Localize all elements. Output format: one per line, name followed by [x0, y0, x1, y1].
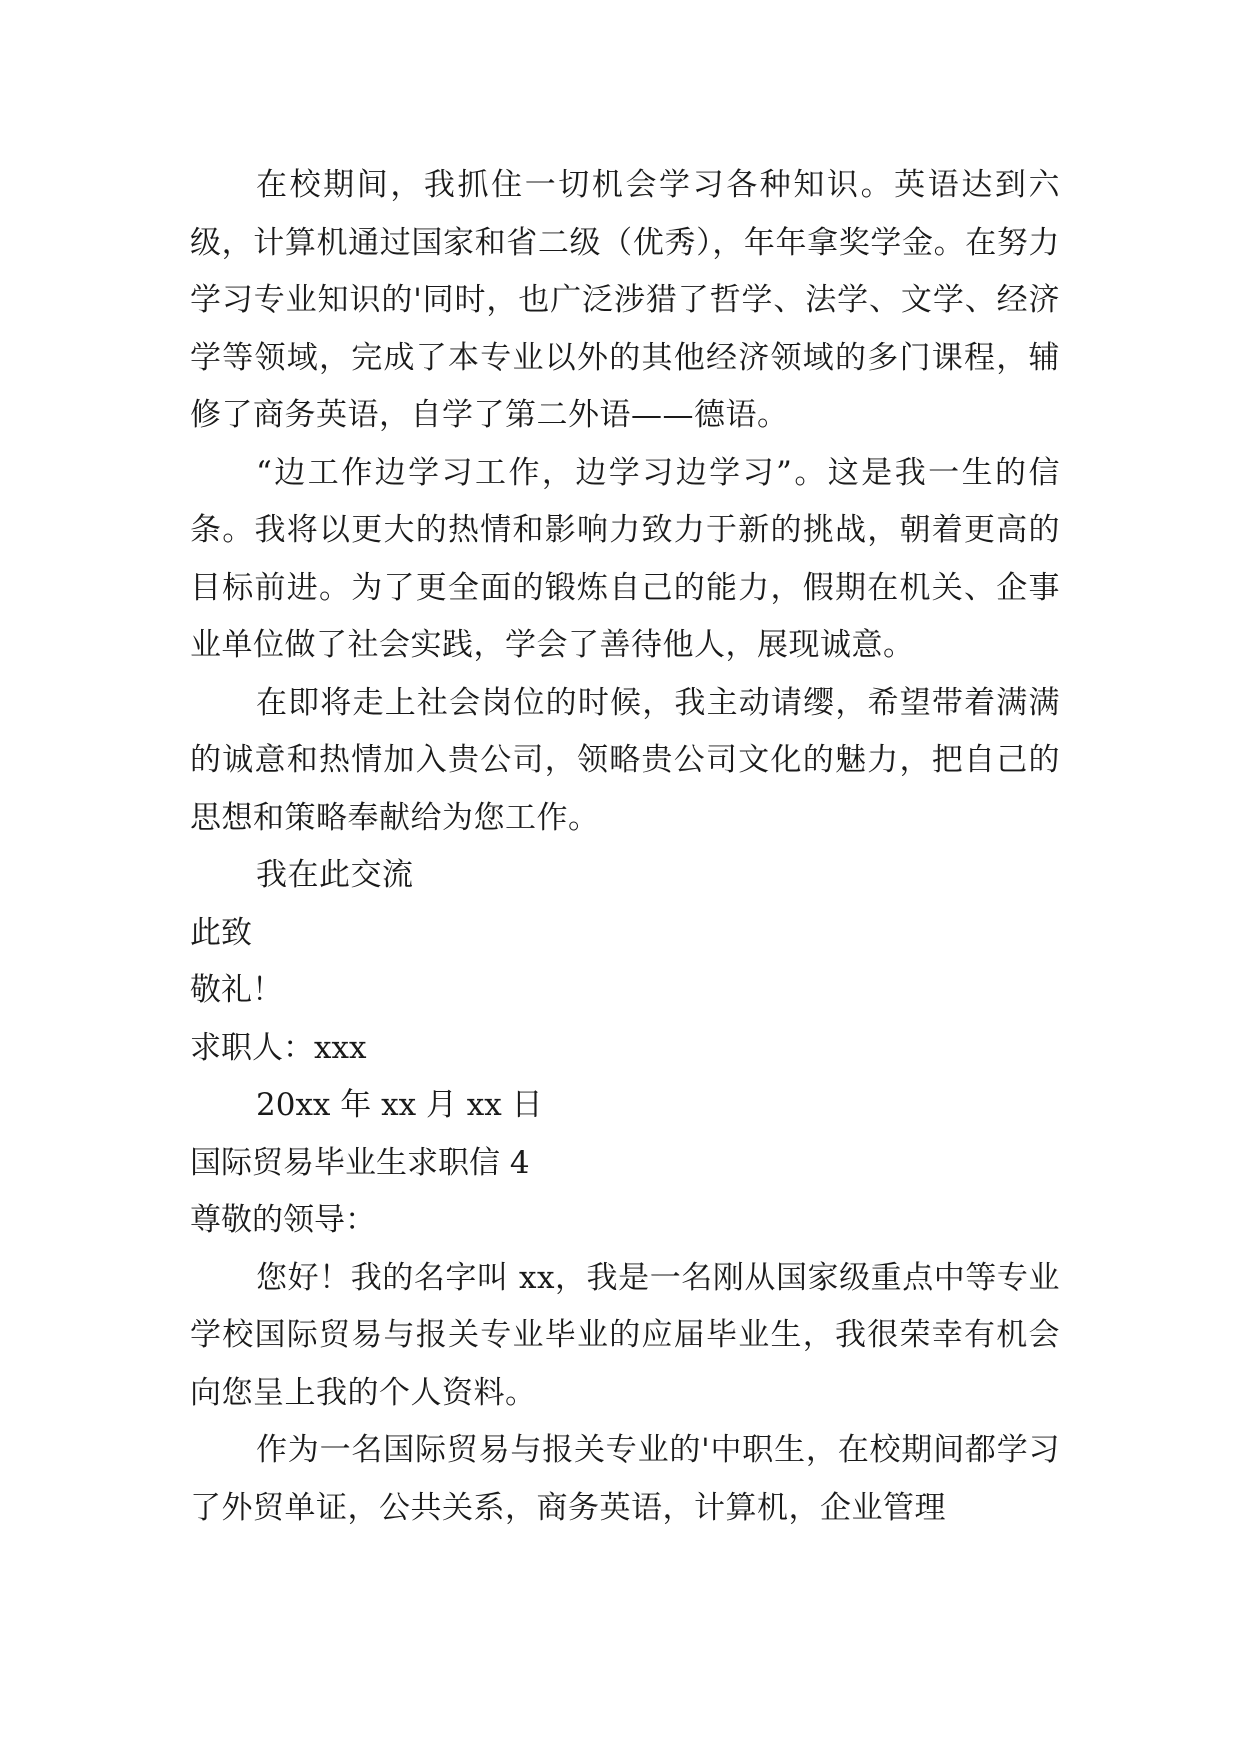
document-body: [190, 157, 1060, 1537]
letter-title: 国际贸易毕业生求职信 4: [190, 1144, 530, 1181]
paragraph-application: 在即将走上社会岗位的时候，我主动请缨，希望带着满满的诚意和热情加入贵公司，领略贵公司文化的魅力，把自己的思想和策略奉献给为您工作。: [190, 684, 1060, 836]
paragraph-study: 在校期间，我抓住一切机会学习各种知识。英语达到六级，计算机通过国家和省二级（优秀），年年拿奖学金。在努力学习专业知识的'同时，也广泛涉猎了哲学、法学、文学、经济学等领域，完成了本专业以外的其他经济领域的多门课程，辅修了商务英语，自学了第二外语——德语。: [190, 167, 1060, 433]
paragraph-exchange: 我在此交流: [256, 857, 414, 893]
signer-name: 求职人：xxx: [190, 1029, 367, 1066]
paragraph-coursework: 作为一名国际贸易与报关专业的'中职生，在校期间都学习了外贸单证，公共关系，商务英语，计算机，企业管理: [190, 1432, 1060, 1526]
paragraph-motto: “边工作边学习工作，边学习边学习”。这是我一生的信条。我将以更大的热情和影响力致力于新的挑战，朝着更高的目标前进。为了更全面的锻炼自己的能力，假期在机关、企事业单位做了社会实践，学会了善待他人，展现诚意。: [190, 454, 1060, 663]
letter-greeting: 尊敬的领导：: [190, 1202, 376, 1238]
paragraph-introduction: 您好！我的名字叫 xx，我是一名刚从国家级重点中等专业学校国际贸易与报关专业毕业的应届毕业生，我很荣幸有机会向您呈上我的个人资料。: [190, 1259, 1060, 1411]
closing-salutation: 此致: [190, 914, 252, 951]
letter-date: 20xx 年 xx 月 xx 日: [256, 1087, 543, 1123]
closing-regards: 敬礼！: [190, 972, 283, 1008]
